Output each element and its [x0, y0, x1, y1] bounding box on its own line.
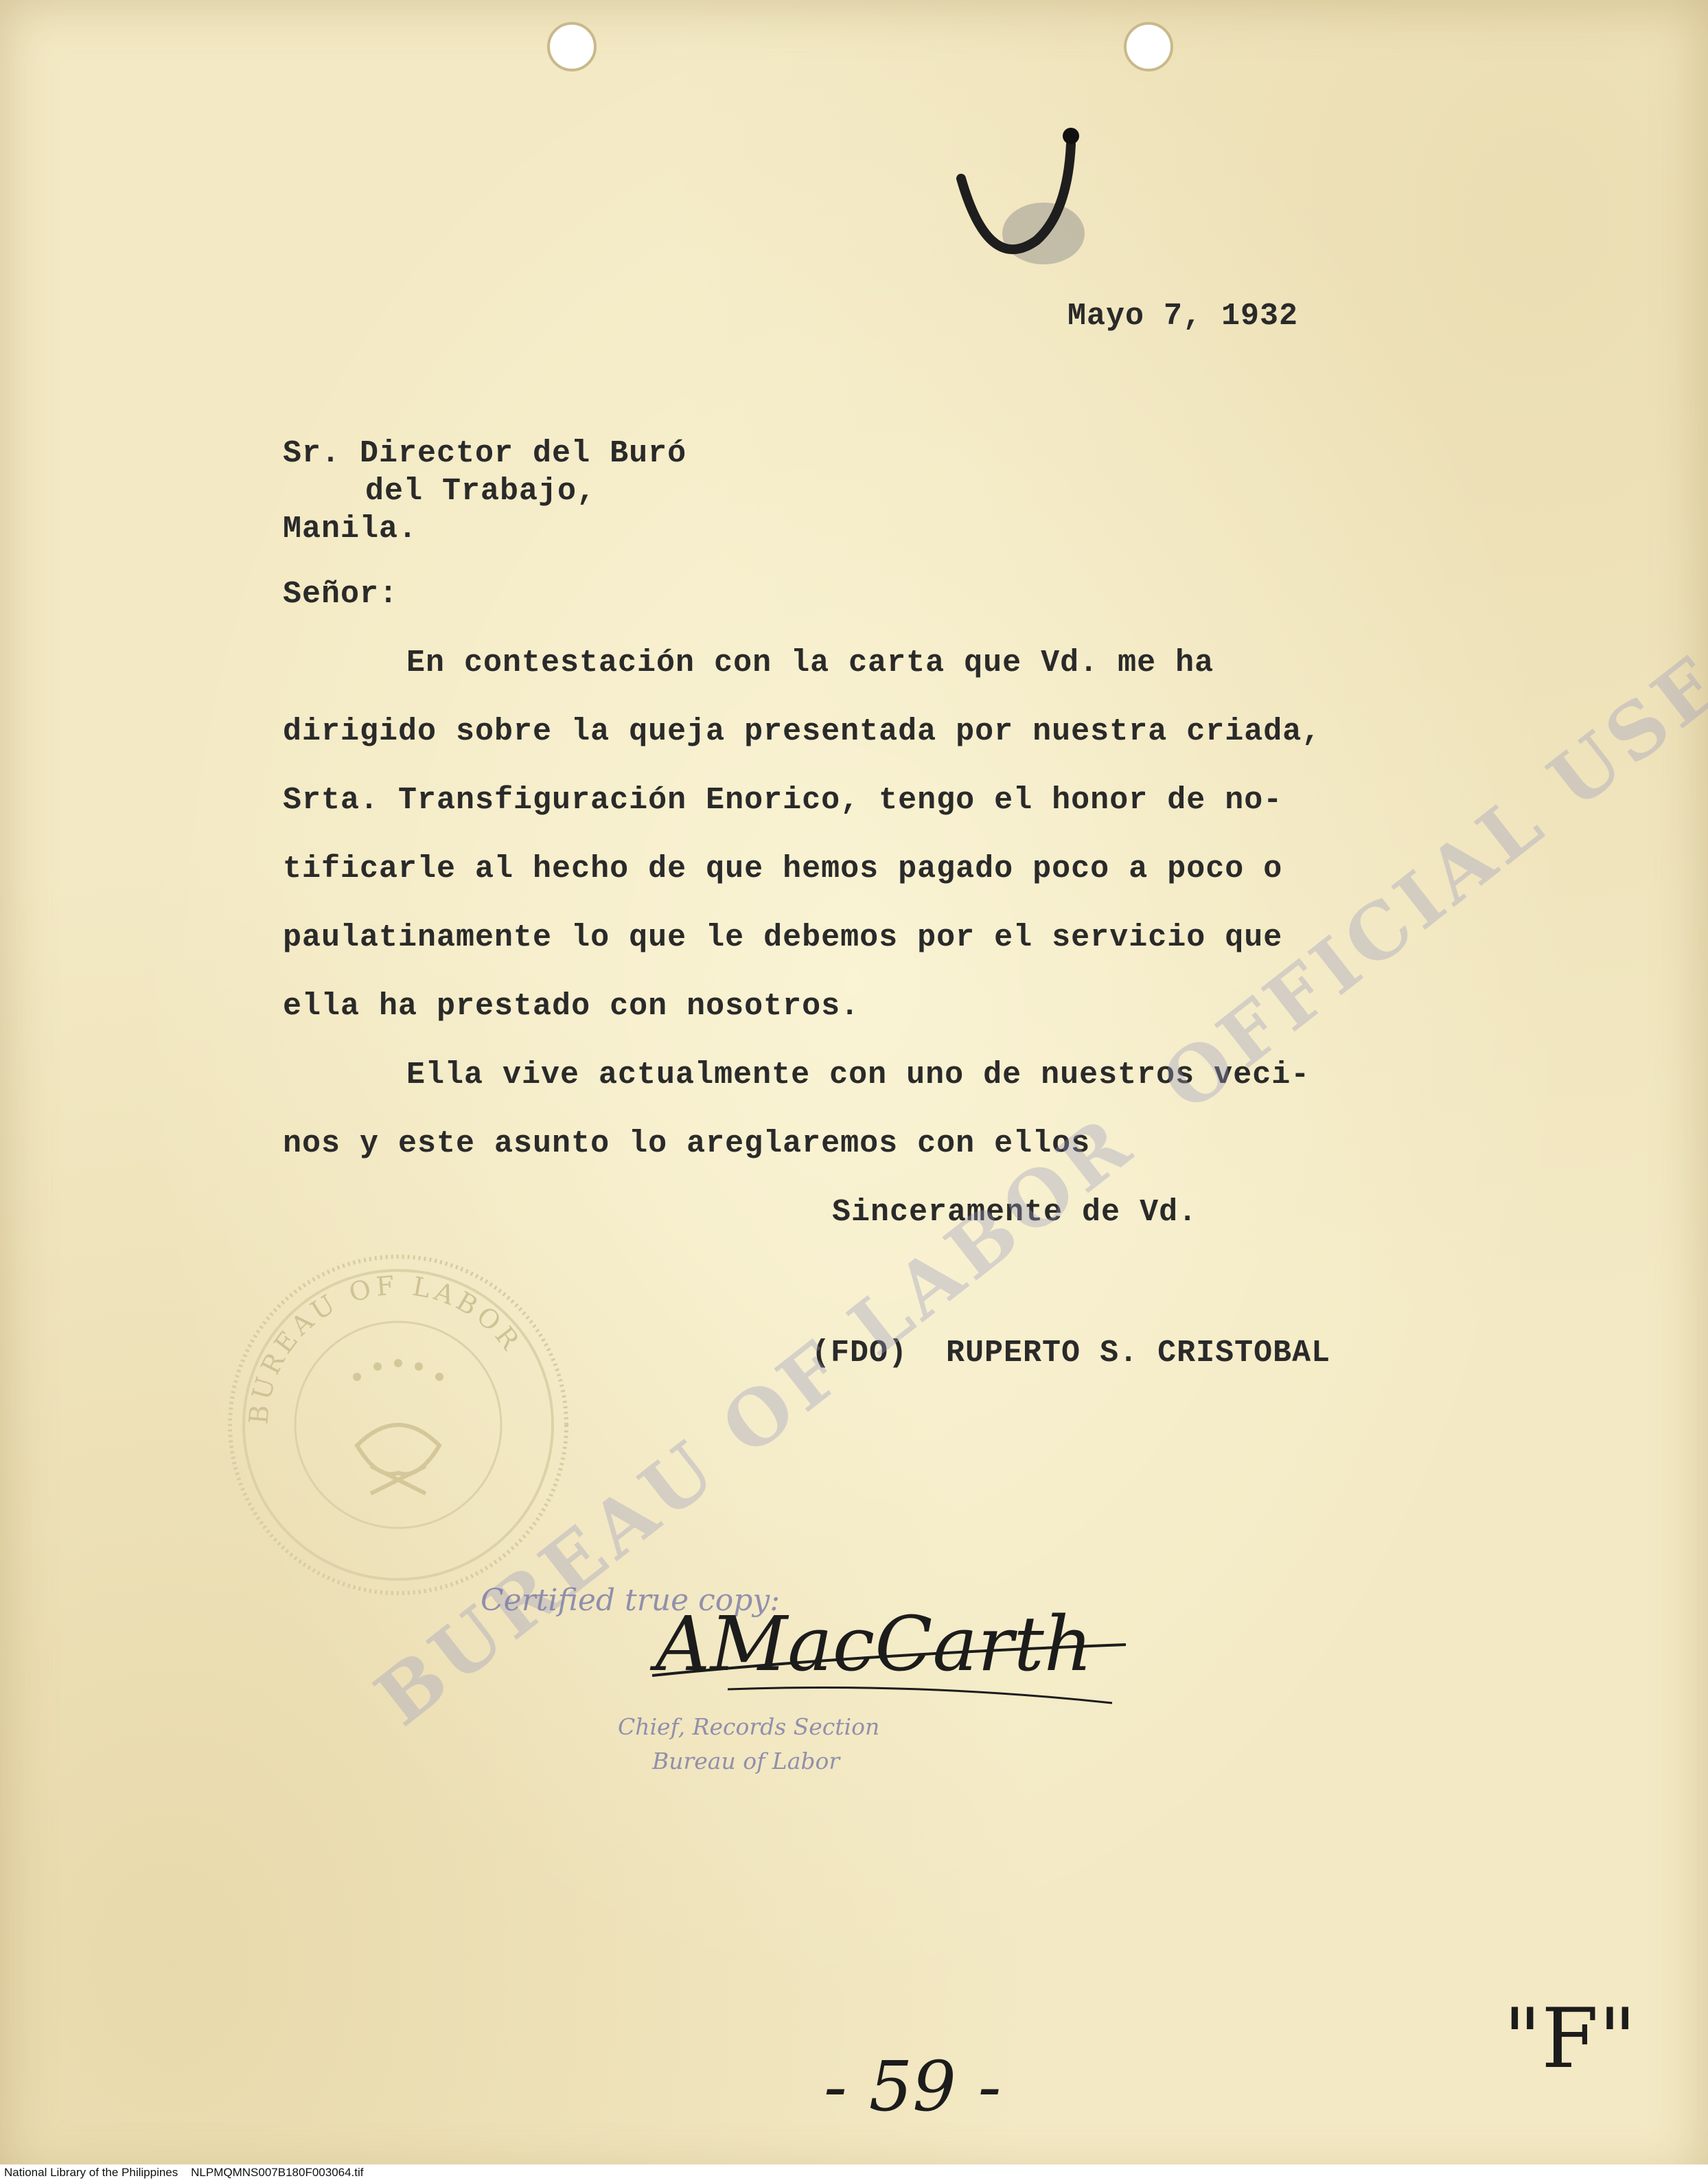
address-line-2: del Trabajo,: [365, 474, 597, 509]
handwritten-signature: AMacCarth: [656, 1600, 1093, 1688]
letter-date: Mayo 7, 1932: [1068, 299, 1299, 334]
salutation: Señor:: [283, 577, 399, 612]
body-line-7: Ella vive actualmente con uno de nuestros veci-: [406, 1058, 1311, 1093]
address-line-1: Sr. Director del Buró: [283, 436, 687, 471]
body-line-1: En contestación con la carta que Vd. me ha: [406, 645, 1214, 681]
certifier-bureau: Bureau of Labor: [652, 1748, 840, 1774]
page-number: - 59 -: [824, 2046, 1002, 2127]
seal-text: BUREAU OF LABOR: [243, 1270, 528, 1426]
closing: Sinceramente de Vd.: [832, 1195, 1198, 1230]
body-line-2: dirigido sobre la queja presentada por nuestra criada,: [283, 714, 1322, 749]
address-line-3: Manila.: [283, 512, 418, 547]
letter-mark: "F": [1503, 1991, 1637, 2087]
footer-text: National Library of the Philippines NLPMQMNS007B180F003064.tif: [4, 2166, 364, 2179]
body-line-3: Srta. Transfiguración Enorico, tengo el honor de no-: [283, 783, 1283, 818]
body-line-4: tificarle al hecho de que hemos pagado poco a poco o: [283, 852, 1283, 887]
checkmark-icon: [947, 124, 1112, 302]
body-line-6: ella ha prestado con nosotros.: [283, 989, 860, 1024]
svg-text:BUREAU OF LABOR: [243, 1270, 527, 1425]
punch-hole-left: [547, 22, 597, 71]
body-line-5: paulatinamente lo que le debemos por el servicio que: [283, 920, 1283, 955]
punch-hole-right: [1124, 22, 1173, 71]
certified-stamp: Certified true copy:: [481, 1583, 781, 1618]
certifier-title: Chief, Records Section: [618, 1713, 880, 1740]
body-line-8: nos y este asunto lo areglaremos con ellos: [283, 1126, 1091, 1161]
typed-signature: (FDO) RUPERTO S. CRISTOBAL: [811, 1336, 1331, 1371]
signature-flourish: [645, 1634, 1140, 1710]
